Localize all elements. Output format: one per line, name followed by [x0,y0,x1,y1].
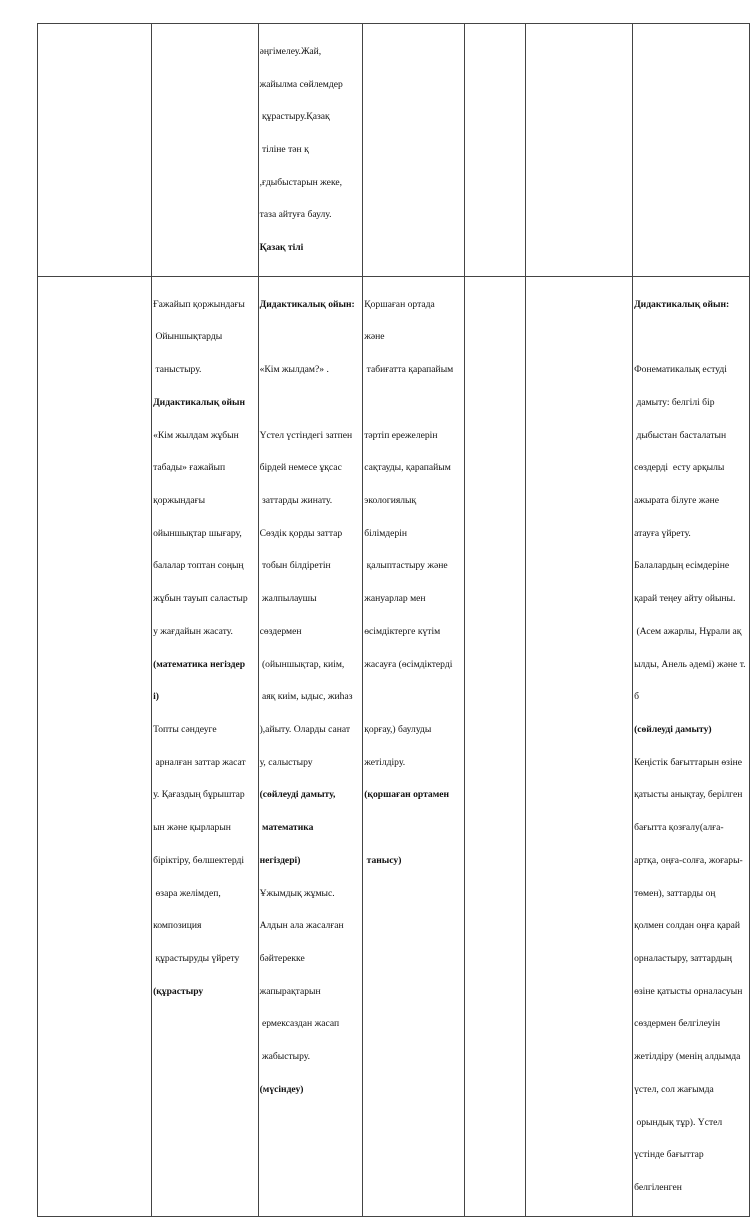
game-title: Дидактикалық ойын: [259,298,355,310]
subject-label: Қазақ тілі [259,242,304,254]
cell-r1-c5 [464,24,525,277]
subject-label: танысу) [364,854,402,866]
subject-label: (қоршаған ортамен [364,789,450,801]
r2-c3-text: Дидактикалық ойын: «Кім жылдам?» . Үстел үстіндегі затпен бірдей немесе ұқсас заттарды жинату. Сөздік қорды заттар тобын білдіретін жалпылаушы сөздермен (ойыншықтар, киім, аяқ киім, ыдыс, жиһаз ),айыту. Оларды санат у, салыстыру (сөйлеуді дамыту, математика негіздері) Ұжымдық жұмыс. Алдын ала жасалған бәйтерекке жапырақтарын ермексаздан жасап жабыстыру. (мүсіндеу) [260,278,362,1118]
subject-label: (мүсіндеу) [259,1083,304,1095]
game-title: Дидактикалық ойын [153,396,246,408]
cell-r2-c3 [258,276,363,1216]
plan-table [37,23,750,1217]
subject-label: (сөйлеуді дамыту, [259,789,336,801]
subject-label: (сөйлеуді дамыту) [634,723,712,735]
game-title: Дидактикалық ойын: [634,298,730,310]
cell-r2-c7 [633,276,750,1216]
subject-label: негіздері) [259,854,301,866]
r2-c7-text: Дидактикалық ойын: Фонематикалық естуді дамыту: белгілі бір дыбыстан басталатын сөздерді есту арқылы ажырата білуге және атауға үйрету. Балалардың есімдеріне қарай теңеу айту ойыны. (Асем ажарлы, Нұрали ақ ылды, Анель әдемі) және т. б (сөйлеуді дамыту) Кеңістік бағыттарын өзіне қатысты анықтау, берілген бағытта қозғалу(алға- артқа, оңға-солға, жоғары- төмен), заттарды оң қолмен солдан оңға қарай орналастыру, заттардың өзіне қатысты орналасуын сөздермен белгілеуін жетілдіру (менің алдымда үстел, сол жағымда орындық тұр). Үстел үстінде бағыттар белгіленген [634,278,748,1216]
r2-c2-text: Ғажайып қоржындағы Ойыншықтарды таныстыру. Дидактикалық ойын «Кім жылдам жұбын табады» ғажайып қоржындағы ойыншықтар шығару, балалар топтан соңың жұбын тауып саластыр у жағдайын жасату. (математика негіздер і) Топты сәндеуге арналған заттар жасат у. Қағаздың бұрыштар ын және қырларын біріктіру, бөлшектерді өзара желімдеп, композиция құрастыруды үйрету (құрастыру [153,278,257,1020]
cell-r1-c3 [258,24,363,277]
cell-r1-c6 [525,24,632,277]
table-row [38,24,750,277]
subject-label: математика [259,822,314,834]
cell-r2-c5 [464,276,525,1216]
subject-label: (құрастыру [153,985,204,997]
subject-label: (математика негіздер [153,658,246,670]
cell-r1-c1 [38,24,152,277]
r1-c3-text: әңгімелеу.Жай, жайылма сөйлемдер құрастыру.Қазақ тіліне тән қ ,ғдыбыстарын жеке, таза айтуға баулу. Қазақ тілі [260,25,362,276]
cell-r2-c1 [38,276,152,1216]
cell-r2-c6 [525,276,632,1216]
r2-c4-text: Қоршаған ортада және табиғатта қарапайым тәртіп ережелерін сақтауды, қарапайым экологиялық білімдерін қалыптастыру және жануарлар мен өсімдіктерге күтім жасауға (өсімдіктерді қорғау,) баулуды жетілдіру. (қоршаған ортамен танысу) [364,278,462,889]
cell-r1-c4 [363,24,464,277]
cell-r2-c4 [363,276,464,1216]
cell-r1-c7 [633,24,750,277]
cell-r2-c2 [152,276,259,1216]
cell-r1-c2 [152,24,259,277]
table-row [38,276,750,1216]
subject-label: і) [153,691,159,703]
